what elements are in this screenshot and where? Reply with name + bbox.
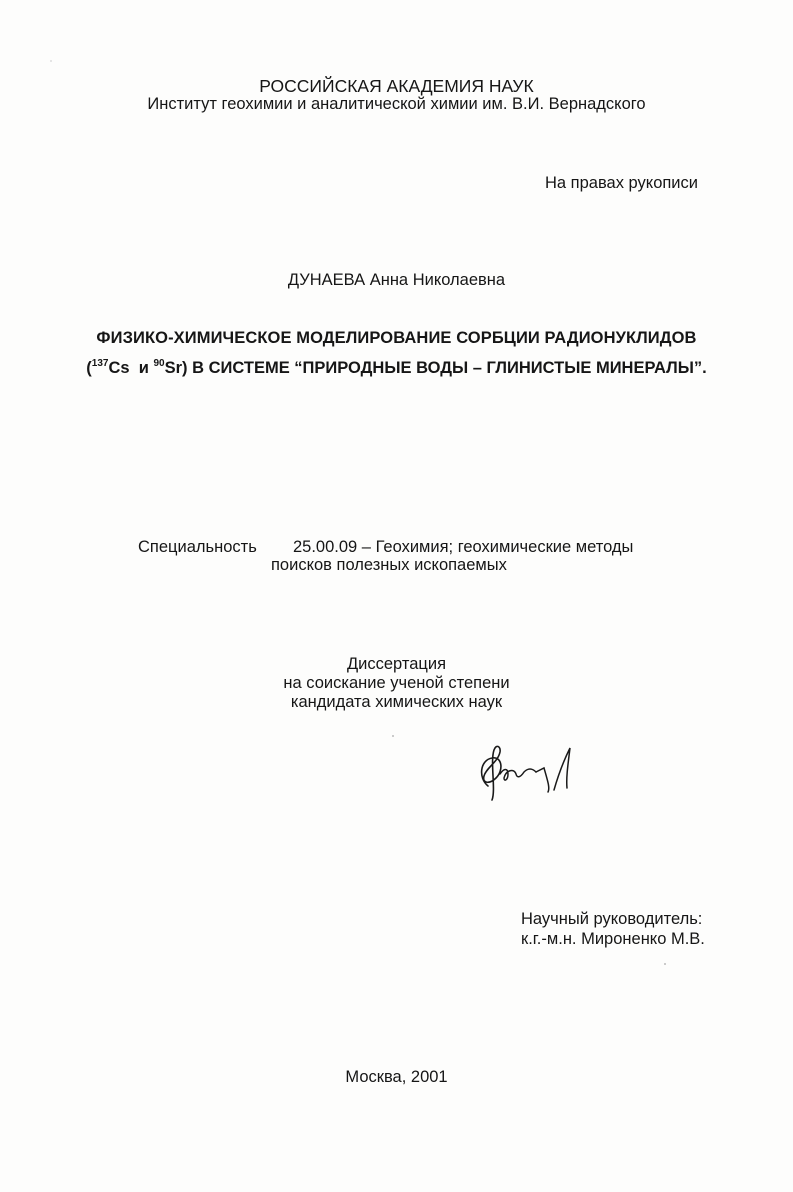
author-name: ДУНАЕВА Анна Николаевна xyxy=(287,271,506,289)
dissertation-label: Диссертация xyxy=(346,655,447,673)
specialty-code-continued: поисков полезных ископаемых xyxy=(271,556,507,574)
specialty-label: Специальность xyxy=(138,538,257,556)
specialty-code: 25.00.09 – Геохимия; геохимические методы xyxy=(293,538,634,556)
dissertation-degree-name: кандидата химических наук xyxy=(290,693,503,711)
title-line-2-rest: Sr) В СИСТЕМЕ “ПРИРОДНЫЕ ВОДЫ – ГЛИНИСТЫЕ МИНЕРАЛЫ”. xyxy=(164,359,707,377)
dissertation-degree-line: на соискание ученой степени xyxy=(283,674,510,692)
paper-speck xyxy=(50,60,52,62)
institute-name: Институт геохимии и аналитической химии им. В.И. Вернадского xyxy=(147,95,646,113)
supervisor-label: Научный руководитель: xyxy=(521,910,703,928)
title-open-paren: ( xyxy=(86,359,92,377)
paper-speck xyxy=(664,963,666,965)
thesis-title-line-2 xyxy=(0,358,793,378)
organization-name: РОССИЙСКАЯ АКАДЕМИЯ НАУК xyxy=(259,76,534,96)
cs-symbol: Cs и xyxy=(108,359,154,377)
rights-note: На правах рукописи xyxy=(545,174,698,192)
cs-mass-number: 137 xyxy=(91,358,109,369)
thesis-title-line-1: ФИЗИКО-ХИМИЧЕСКОЕ МОДЕЛИРОВАНИЕ СОРБЦИИ РАДИОНУКЛИДОВ xyxy=(96,329,697,347)
sr-mass-number: 90 xyxy=(153,358,165,369)
paper-speck xyxy=(392,735,394,737)
place-and-year: Москва, 2001 xyxy=(345,1068,448,1086)
handwritten-signature xyxy=(470,738,580,808)
supervisor-name: к.г.-м.н. Мироненко М.В. xyxy=(521,930,705,948)
